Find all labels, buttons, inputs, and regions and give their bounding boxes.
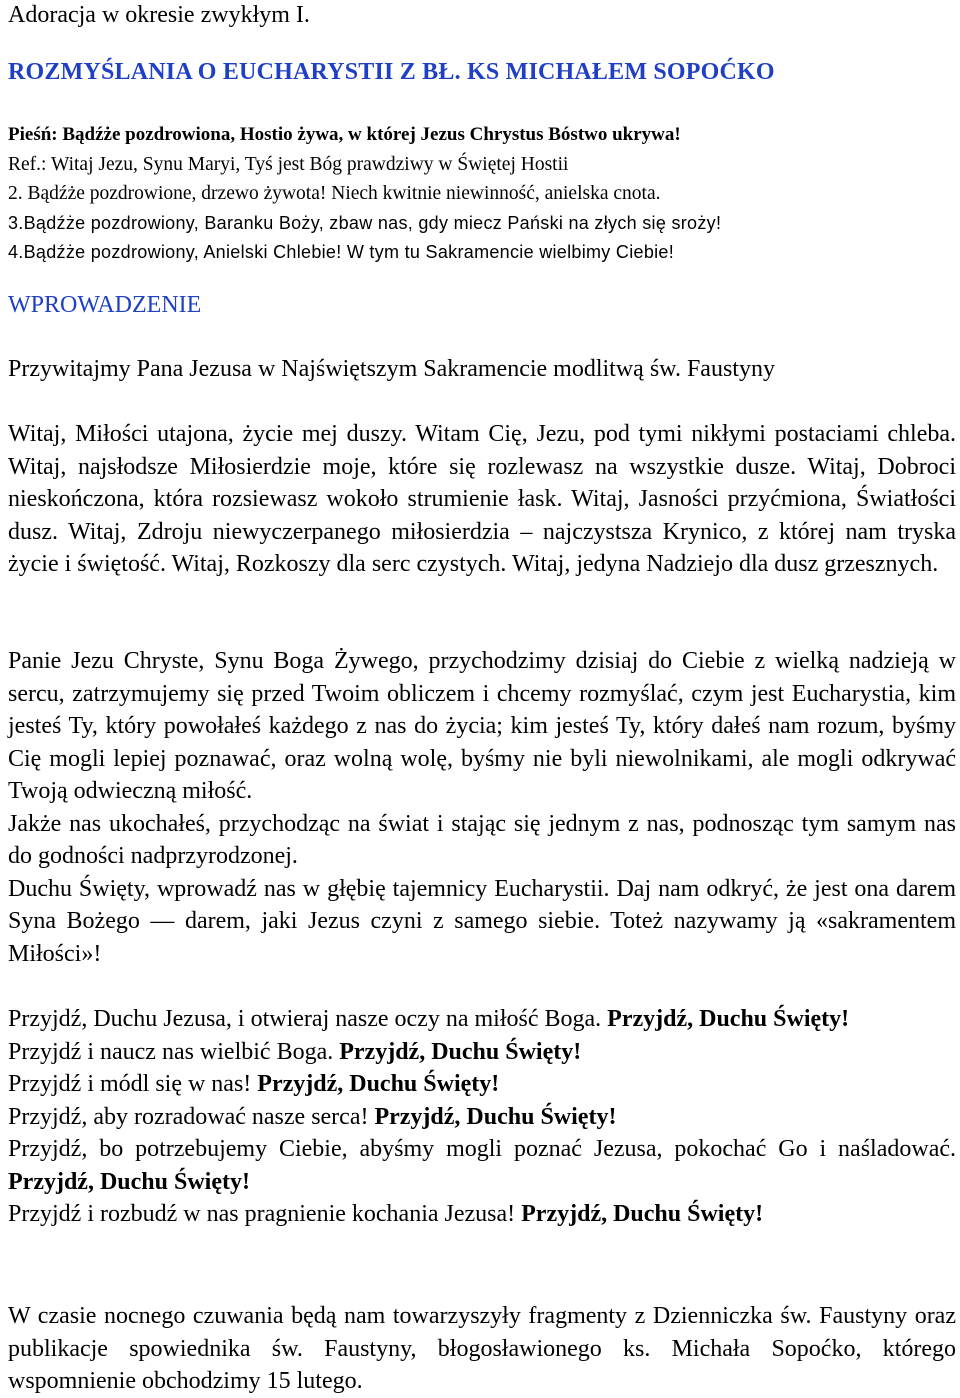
invocation-line (8, 1036, 956, 1069)
invocations-block (8, 1003, 956, 1231)
invocation-text: Przyjdź i rozbudź w nas pragnienie kochania Jezusa! (8, 1201, 516, 1227)
greeting-paragraph (8, 418, 956, 581)
prayer-block (8, 645, 956, 970)
invocation-text: Przyjdź i módl się w nas! (8, 1071, 252, 1097)
invocation-line (8, 1003, 956, 1036)
prayer-paragraph: Jakże nas ukochałeś, przychodząc na świat i stając się jednym z nas, podnosząc tym samym nas do godności nadprzyrodzonej. (8, 810, 956, 869)
hymn-verse: 2. Bądźże pozdrowione, drzewo żywota! Niech kwitnie niewinność, anielska cnota. (8, 183, 661, 204)
hymn-refrain: Ref.: Witaj Jezu, Synu Maryi, Tyś jest Bóg prawdziwy w Świętej Hostii (8, 153, 569, 175)
document-title: Adoracja w okresie zwykłym I. (8, 2, 310, 28)
prayer-paragraph: Panie Jezu Chryste, Synu Boga Żywego, przychodzimy dzisiaj do Ciebie z wielką nadzieją w sercu, zatrzymujemy się przed Twoim obliczem i chcemy rozmyślać, czym jest Eucharystia, kim jesteś Ty, który powołałeś każdego z nas do życia; kim jesteś Ty, który dałeś nam rozum, byśmy Cię mogli lepiej poznawać, oraz wolną wolę, byśmy nie byli niewolnikami, ale mogli odkrywać Twoją odwieczną miłość. (8, 648, 956, 804)
invocation-text: Przyjdź, bo potrzebujemy Ciebie, abyśmy mogli poznać Jezusa, pokochać Go i naśladować. (8, 1136, 956, 1162)
invocation-line (8, 1133, 956, 1198)
invocation-response: Przyjdź, Duchu Święty! (521, 1201, 764, 1227)
hymn-block (8, 120, 948, 268)
closing-text: W czasie nocnego czuwania będą nam towarzyszyły fragmenty z Dzienniczka św. Faustyny oraz publikacje spowiednika św. Faustyny, błogosławionego ks. Michała Sopoćko, którego wspomnienie obchodzimy 15 lutego. (8, 1303, 956, 1394)
invocation-text: Przyjdź i naucz nas wielbić Boga. (8, 1038, 334, 1065)
invocation-response: Przyjdź, Duchu Święty! (374, 1103, 617, 1130)
hymn-verse: 4.Bądźże pozdrowiony, Anielski Chlebie! W tym tu Sakramencie wielbimy Ciebie! (8, 242, 675, 262)
section-heading: WPROWADZENIE (8, 292, 202, 318)
hymn-title: Pieśń: Bądźże pozdrowiona, Hostio żywa, w której Jezus Chrystus Bóstwo ukrywa! (8, 124, 681, 145)
invocation-response: Przyjdź, Duchu Święty! (8, 1168, 250, 1195)
invocation-text: Przyjdź, aby rozradować nasze serca! (8, 1103, 369, 1130)
invocation-line (8, 1198, 956, 1231)
prayer-paragraph: Duchu Święty, wprowadź nas w głębię tajemnicy Eucharystii. Daj nam odkryć, że jest ona darem Syna Bożego — darem, jaki Jezus czyni z samego siebie. Toteż nazywamy ją «sakramentem Miłości»! (8, 875, 956, 967)
invocation-text: Przyjdź, Duchu Jezusa, i otwieraj nasze oczy na miłość Boga. (8, 1006, 602, 1032)
hymn-verse: 3.Bądźże pozdrowiony, Baranku Boży, zbaw nas, gdy miecz Pański na złych się sroży! (8, 212, 722, 233)
main-heading: ROZMYŚLANIA O EUCHARYSTII Z BŁ. KS MICHAŁEM SOPOĆKO (8, 59, 775, 85)
invocation-line (8, 1101, 956, 1134)
intro-line: Przywitajmy Pana Jezusa w Najświętszym Sakramencie modlitwą św. Faustyny (8, 356, 775, 382)
greeting-text: Witaj, Miłości utajona, życie mej duszy. Witam Cię, Jezu, pod tymi nikłymi postaciami chleba. Witaj, najsłodsze Miłosierdzie moje, które się rozlewasz na wszystkie dusze. Witaj, Dobroci nieskończona, która rozsiewasz wokoło strumienie łask. Witaj, Jasności przyćmiona, Światłości dusz. Witaj, Zdroju niewyczerpanego miłosierdzia – najczystsza Krynico, z której nam tryska życie i świętość. Witaj, Rozkoszy dla serc czystych. Witaj, jedyna Nadziejo dla dusz grzesznych. (8, 421, 956, 577)
invocation-response: Przyjdź, Duchu Święty! (257, 1071, 500, 1097)
invocation-line (8, 1068, 956, 1101)
invocation-response: Przyjdź, Duchu Święty! (339, 1038, 582, 1065)
invocation-response: Przyjdź, Duchu Święty! (607, 1006, 850, 1032)
closing-paragraph (8, 1300, 956, 1398)
